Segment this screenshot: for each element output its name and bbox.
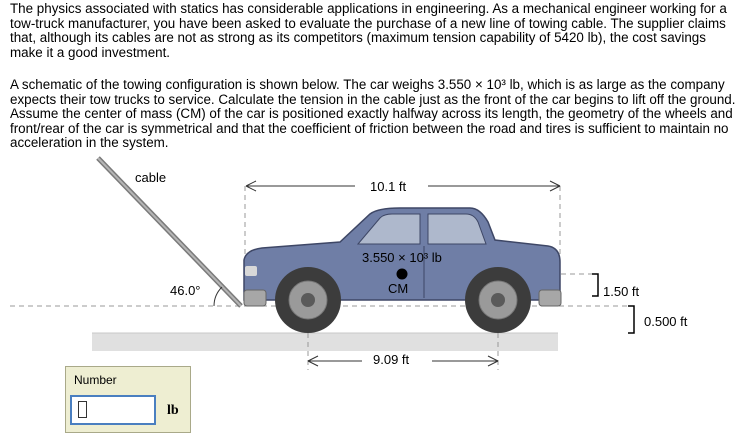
cm-label: CM bbox=[388, 281, 409, 296]
angle-arc bbox=[214, 287, 222, 306]
car-length-label: 10.1 ft bbox=[370, 179, 407, 194]
unit-label: lb bbox=[167, 403, 179, 418]
number-label: Number bbox=[74, 373, 117, 387]
rear-wheel bbox=[465, 267, 531, 333]
problem-paragraph-1: The physics associated with statics has considerable applications in engineering. As a mechanical engineer working for a tow-truck manufacturer, you have been asked to evaluate the purchase of a new line of towing cable. The supplier claims that, although its cables are not as strong as its competitors (maximum tension capability of 5420 lb), the cost savings make it a good investment. bbox=[10, 1, 727, 60]
problem-paragraph-2: A schematic of the towing configuration is shown below. The car weighs 3.550 × 10³ lb, which is as large as the company expects their tow trucks to service. Calculate the tension in the cable just as the front of the car begins to lift off the ground. Assume the center of mass (CM) of the car is positioned exactly halfway across its length, the geometry of the wheels and front/rear of the car is symmetrical and that the coefficient of friction between the road and tires is sufficient to maintain no acceleration in the system. bbox=[10, 77, 736, 151]
front-wheel bbox=[275, 267, 341, 333]
text-cursor bbox=[78, 401, 87, 418]
towing-schematic bbox=[0, 150, 748, 380]
ground bbox=[92, 333, 558, 351]
angle-label: 46.0° bbox=[170, 283, 201, 298]
bumper-height-bracket bbox=[628, 306, 634, 333]
wheelbase-label: 9.09 ft bbox=[373, 352, 410, 367]
center-of-mass-dot bbox=[397, 269, 408, 280]
answer-panel bbox=[65, 366, 191, 433]
cm-height-bracket bbox=[592, 274, 598, 296]
bumper-height-label: 0.500 ft bbox=[644, 314, 688, 329]
cm-height-label: 1.50 ft bbox=[603, 284, 640, 299]
cable-label: cable bbox=[135, 170, 167, 185]
weight-label: 3.550 × 10³ lb bbox=[362, 250, 442, 265]
